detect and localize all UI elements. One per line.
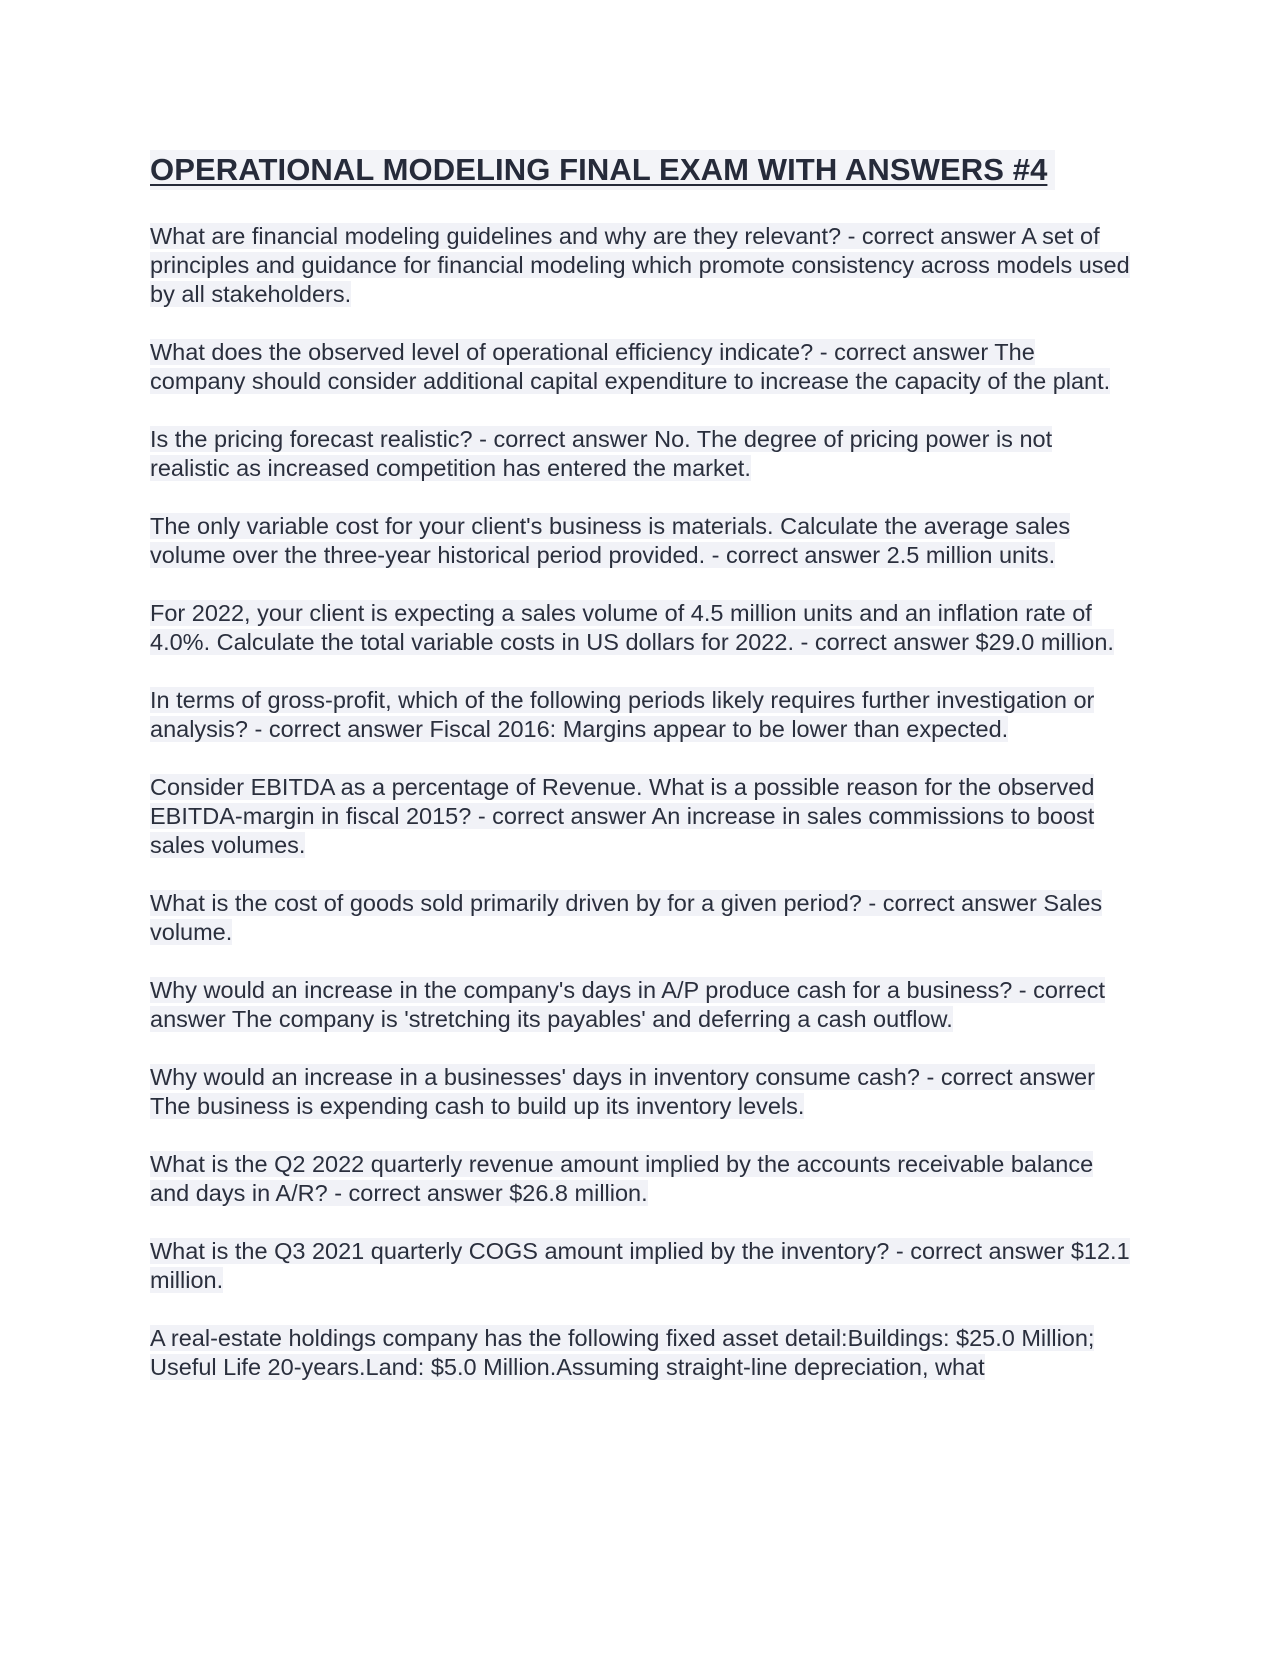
- qa-item: [150, 1150, 1130, 1208]
- document-title: OPERATIONAL MODELING FINAL EXAM WITH ANSWERS #4: [150, 150, 1055, 190]
- qa-item: [150, 976, 1130, 1034]
- qa-item-text: What is the Q3 2021 quarterly COGS amount implied by the inventory? - correct answer $12.1 million.: [150, 1238, 1130, 1293]
- qa-item: [150, 338, 1130, 396]
- qa-item: [150, 1237, 1130, 1295]
- document-page: [150, 150, 1130, 1411]
- qa-item-text: The only variable cost for your client's business is materials. Calculate the average sales volume over the three-year historical period provided. - correct answer 2.5 million units.: [150, 513, 1071, 568]
- qa-item-text: In terms of gross-profit, which of the following periods likely requires further investigation or analysis? - correct answer Fiscal 2016: Margins appear to be lower than expected.: [150, 687, 1095, 742]
- qa-item-text: Why would an increase in a businesses' days in inventory consume cash? - correct answer The business is expending cash to build up its inventory levels.: [150, 1064, 1095, 1119]
- qa-item-text: What is the cost of goods sold primarily driven by for a given period? - correct answer Sales volume.: [150, 890, 1103, 945]
- qa-item: [150, 1063, 1130, 1121]
- qa-item: [150, 686, 1130, 744]
- qa-item-text: What does the observed level of operational efficiency indicate? - correct answer The company should consider additional capital expenditure to increase the capacity of the plant.: [150, 339, 1111, 394]
- qa-item: [150, 512, 1130, 570]
- qa-item-text: For 2022, your client is expecting a sales volume of 4.5 million units and an inflation rate of 4.0%. Calculate the total variable costs in US dollars for 2022. - correct answer $29.0 million.: [150, 600, 1114, 655]
- qa-item: [150, 889, 1130, 947]
- qa-item: [150, 1324, 1130, 1382]
- qa-item: [150, 773, 1130, 860]
- qa-item: [150, 425, 1130, 483]
- qa-item-text: What is the Q2 2022 quarterly revenue amount implied by the accounts receivable balance and days in A/R? - correct answer $26.8 million.: [150, 1151, 1094, 1206]
- qa-item: [150, 222, 1130, 309]
- qa-item-text: Why would an increase in the company's days in A/P produce cash for a business? - correct answer The company is 'stretching its payables' and deferring a cash outflow.: [150, 977, 1105, 1032]
- qa-item-text: What are financial modeling guidelines and why are they relevant? - correct answer A set of principles and guidance for financial modeling which promote consistency across models used by all stakeholders.: [150, 223, 1130, 307]
- qa-item: [150, 599, 1130, 657]
- qa-item-text: Is the pricing forecast realistic? - correct answer No. The degree of pricing power is not realistic as increased competition has entered the market.: [150, 426, 1053, 481]
- qa-item-text: Consider EBITDA as a percentage of Revenue. What is a possible reason for the observed EBITDA-margin in fiscal 2015? - correct answer An increase in sales commissions to boost sales volumes.: [150, 774, 1095, 858]
- qa-item-text: A real-estate holdings company has the following fixed asset detail:Buildings: $25.0 Million; Useful Life 20-years.Land: $5.0 Million.Assuming straight-line depreciation, what: [150, 1325, 1095, 1380]
